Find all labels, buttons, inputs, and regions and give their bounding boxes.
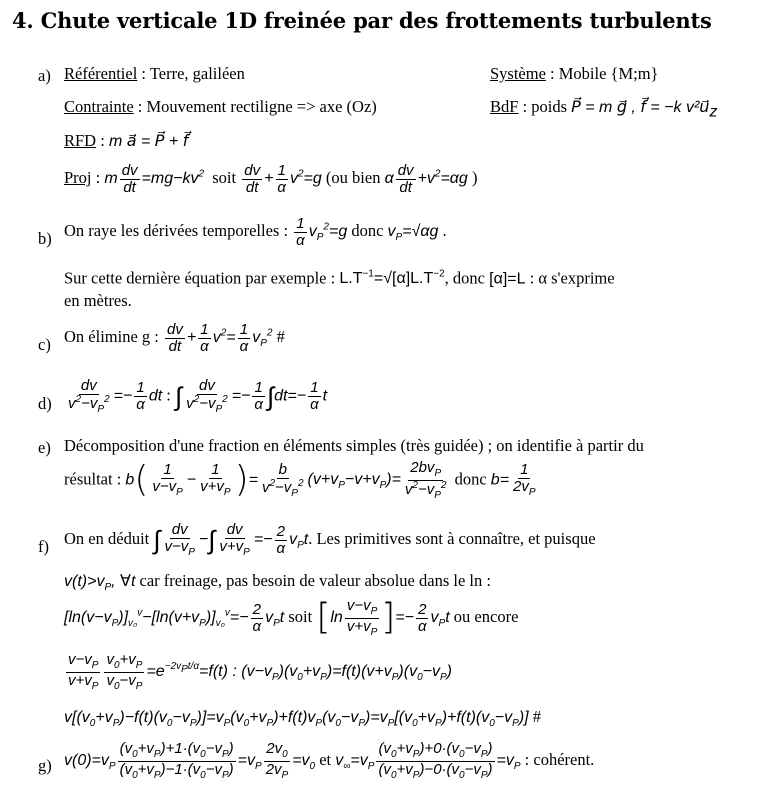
f-text-1b: . Les primitives sont à connaître, et puisque bbox=[308, 528, 596, 548]
b-donc: donc bbox=[347, 221, 388, 241]
label-b: b) bbox=[38, 229, 52, 248]
f-soit: soit bbox=[284, 606, 317, 626]
label-e: e) bbox=[38, 438, 51, 457]
proj-line: Proj : m $\frac{dv}{dt}$ $=mg-kv^2$ soit $\frac{dv}{dt}$ + $\frac{1}{\alpha}$ $v^2=g$ (ou bien α $\frac{dv}{dt}$ $+v^2=\alpha g$ ) bbox=[64, 162, 478, 196]
b-text-2b: , donc bbox=[444, 268, 490, 288]
e-donc: donc bbox=[450, 469, 491, 489]
bdf-line: BdF : poids P⃗ = m g⃗ , f⃗ = −k $v^2u⃗_z$ bbox=[490, 97, 718, 121]
bdf-text: : poids bbox=[518, 97, 572, 116]
rfd-line: RFD : m a⃗ = P⃗ + f⃗ bbox=[64, 131, 189, 150]
referentiel-text: : Terre, galiléen bbox=[137, 64, 245, 83]
f-line-3: $[\ln(v-v_P)]_{v_0}^v-[\ln(v+v_P)]_{v_0}^v=-$ $\frac{2}{\alpha}$ $v_Pt$ soit [ln $\frac{v-v_P}{v+v_P}$ ]=− $\frac{2}{\alpha}$ $v_Pt$ ou encore bbox=[64, 596, 519, 638]
label-g: g) bbox=[38, 756, 52, 775]
b-text-1: On raye les dérivées temporelles : bbox=[64, 221, 293, 241]
g-end: : cohérent. bbox=[520, 749, 595, 769]
proj-oubien: (ou bien bbox=[325, 168, 381, 188]
f-line-1: On en déduit ∫ $\frac{dv}{v-v_P}$ −∫ $\frac{dv}{v+v_P}$ =− $\frac{2}{\alpha}$ $v_Pt$. Les primitives sont à connaître, et puisque bbox=[64, 521, 596, 558]
bdf-label: BdF bbox=[490, 97, 519, 116]
f-line-5: $v[(v_0+v_P)-f(t)(v_0-v_P)]=v_P(v_0+v_P)+f(t)v_P(v_0-v_P)=v_P[(v_0+v_P)+f(t)(v_0-v_P)]$ # bbox=[64, 707, 541, 730]
f-ouencore: ou encore bbox=[449, 606, 519, 626]
b-text-2c: : α s'exprime bbox=[525, 268, 615, 288]
proj-close: ) bbox=[471, 168, 478, 188]
systeme-line bbox=[490, 66, 658, 83]
b-line-2: Sur cette dernière équation par exemple : $L.T^{-1}=√[\alpha]L.T^{-2}$, donc [α]=L : α s'exprime bbox=[64, 268, 615, 288]
label-a: a) bbox=[38, 66, 51, 85]
bdf-equation: P⃗ = m g⃗ , f⃗ = −k v²u⃗ bbox=[571, 99, 710, 116]
systeme-text: : Mobile {M;m} bbox=[545, 64, 659, 83]
e-text-2: résultat : bbox=[64, 469, 126, 489]
e-line-2: résultat : b( $\frac{1}{v-v_P}$ − $\frac{1}{v+v_P}$ )= $\frac{b}{v^2-v_P^2}$ $(v+v_P-v+v_P)=$ $\frac{2bv_P}{v^2-v_P^2}$ donc b= $\frac{1}{2v_P}$ bbox=[64, 459, 536, 501]
rfd-equation: m a⃗ = P⃗ + f⃗ bbox=[108, 133, 189, 150]
proj-soit: soit bbox=[212, 168, 237, 188]
label-c: c) bbox=[38, 335, 51, 354]
d-line: $\frac{dv}{v^2-v_P^2}$ =− $\frac{1}{\alpha}$ dt : ∫ $\frac{dv}{v^2-v_P^2}$ =− $\frac{1}{\alpha}$ ∫dt=− $\frac{1}{\alpha}$ t bbox=[68, 377, 328, 415]
b-text-2: Sur cette dernière équation par exemple : bbox=[64, 268, 340, 288]
g-et: et bbox=[315, 749, 336, 769]
contrainte-text: : Mouvement rectiligne => axe (Oz) bbox=[133, 97, 377, 116]
b-line-1: On raye les dérivées temporelles : $\frac{1}{\alpha}$ $v_P^2=g$ donc $v_P=√\alpha g$ . bbox=[64, 215, 447, 249]
contrainte-label: Contrainte bbox=[64, 97, 134, 116]
section-title: 4. Chute verticale 1D freinée par des frottements turbulents bbox=[12, 8, 712, 33]
referentiel-line bbox=[64, 66, 245, 83]
c-hash: # bbox=[276, 327, 285, 347]
f-line-4: $\frac{v-v_P}{v+v_P}$ $\frac{v_0+v_P}{v_0-v_P}$ $=e^{-2v_Pt/\alpha}=f(t)$ : $(v-v_P)(v_0+v_P)=f(t)(v+v_P)(v_0-v_P)$ bbox=[68, 651, 452, 692]
label-f: f) bbox=[38, 537, 49, 556]
b-line-3: en mètres. bbox=[64, 291, 132, 310]
f-line-2: $v(t)>v_P$, ∀t car freinage, pas besoin de valeur absolue dans le ln : bbox=[64, 571, 491, 594]
f-text-1: On en déduit bbox=[64, 528, 154, 548]
c-line: On élimine g : $\frac{dv}{dt}$ + $\frac{1}{\alpha}$ $v^2=$ $\frac{1}{\alpha}$ $v_P^2$ # bbox=[64, 321, 285, 355]
rfd-label: RFD bbox=[64, 131, 97, 150]
contrainte-line bbox=[64, 99, 377, 116]
f-hash: # bbox=[532, 707, 541, 726]
g-line: $v(0)=v_P$ $\frac{(v_0+v_P)+1\cdot(v_0-v_P)}{(v_0+v_P)-1\cdot(v_0-v_P)}$ $=v_P$ $\frac{2v_0}{2v_P}$ $=v_0$ et $v_\infty=v_P$ $\frac{(v_0+v_P)+0\cdot(v_0-v_P)}{(v_0+v_P)-0\cdot(v_0-v_P)}$ $=v_P$ : cohérent. bbox=[64, 740, 595, 781]
e-line-1: Décomposition d'une fraction en éléments simples (très guidée) ; on identifie à partir du bbox=[64, 436, 644, 455]
referentiel-label: Référentiel bbox=[64, 64, 138, 83]
label-d: d) bbox=[38, 394, 52, 413]
proj-label: Proj bbox=[64, 168, 92, 188]
f-text-2b: car freinage, pas besoin de valeur absolue dans le ln : bbox=[135, 571, 491, 590]
c-text: On élimine g : bbox=[64, 327, 163, 347]
systeme-label: Système bbox=[490, 64, 546, 83]
